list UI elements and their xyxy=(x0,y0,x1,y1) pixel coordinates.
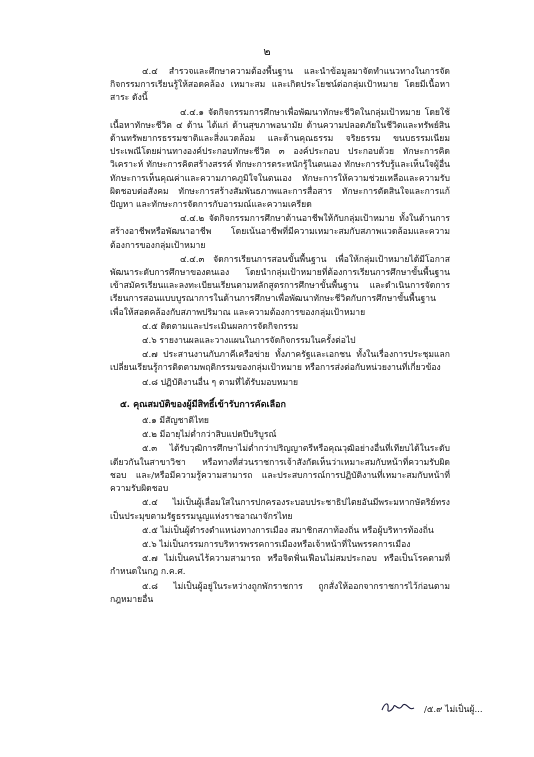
paragraph-4-4-3: ๔.๔.๓ จัดการเรียนการสอนขั้นพื้นฐาน เพื่อให้กลุ่มเป้าหมายได้มีโอกาสพัฒนาระดับการศึกษาของตนเอง โดยนำกลุ่มเป้าหมายที่ต้องการเรียนการศึกษาขั้นพื้นฐาน เข้าสมัครเรียนและลงทะเบียนเรียนตามหลักสูตรการศึกษาขั้นพื้นฐาน และดำเนินการจัดการเรียนการสอนแบบบูรณาการในด้านการศึกษาเพื่อพัฒนาทักษะชีวิตกับการศึกษาขั้นพื้นฐาน เพื่อให้สอดคล้องกับสภาพปริมาณ และความต้องการของกลุ่มเป้าหมาย xyxy=(110,254,450,318)
paragraph-4-4-2: ๔.๔.๒ จัดกิจกรรมการศึกษาด้านอาชีพให้กับกลุ่มเป้าหมาย ทั้งในด้านการสร้างอาชีพหรือพัฒนาอาชีพ โดยเน้นอาชีพที่มีความเหมาะสมกับสภาพแวดล้อมและความต้องการของกลุ่มเป้าหมาย xyxy=(110,214,450,251)
section-5-heading: ๕. คุณสมบัติของผู้มีสิทธิ์เข้ารับการคัดเลือก xyxy=(120,399,286,410)
signature-mark xyxy=(380,700,416,714)
item-5-5: ๕.๕ ไม่เป็นผู้ดำรงตำแหน่งทางการเมือง สมาชิกสภาท้องถิ่น หรือผู้บริหารท้องถิ่น xyxy=(142,525,434,536)
paragraph-4-4: ๔.๔ สำรวจและศึกษาความต้องพื้นฐาน และนำข้อมูลมาจัดทำแนวทางในการจัดกิจกรรมการเรียนรู้ให้สอดคล้อง เหมาะสม และเกิดประโยชน์ต่อกลุ่มเป้าหมาย โดยมีเนื้อหาสาระ ดังนี้ xyxy=(110,67,450,104)
item-5-6: ๕.๖ ไม่เป็นกรรมการบริหารพรรคการเมืองหรือเจ้าหน้าที่ในพรรคการเมือง xyxy=(142,539,411,550)
item-5-2: ๕.๒ มีอายุไม่ต่ำกว่าสิบแปดปีบริบูรณ์ xyxy=(142,430,277,441)
paragraph-4-5: ๔.๕ ติดตามและประเมินผลการจัดกิจกรรม xyxy=(142,321,299,332)
item-5-8: ๕.๘ ไม่เป็นผู้อยู่ในระหว่างถูกพักราชการ ถูกสั่งให้ออกจากราชการไว้ก่อนตามกฎหมายอื่น xyxy=(110,581,450,605)
item-5-3: ๕.๓ ได้รับวุฒิการศึกษาไม่ต่ำกว่าปริญญาตรีหรือคุณวุฒิอย่างอื่นที่เทียบได้ในระดับเดียวกันในสาขาวิชา หรือทางที่ส่วนราชการเจ้าสังกัดเห็นว่าเหมาะสมกับหน้าที่ความรับผิดชอบ และ/หรือมีความรู้ความสามารถ และประสบการณ์การปฏิบัติงานที่เหมาะสมกับหน้าที่ความรับผิดชอบ xyxy=(110,444,450,495)
paragraph-4-7: ๔.๗ ประสานงานกับภาคีเครือข่าย ทั้งภาครัฐและเอกชน ทั้งในเรื่องการประชุมแลกเปลี่ยนเรียนรู้การติดตามพฤติกรรมของกลุ่มเป้าหมาย หรือการส่งต่อกับหน่วยงานที่เกี่ยวข้อง xyxy=(110,350,450,374)
item-5-4: ๕.๔ ไม่เป็นผู้เลื่อมใสในการปกครองระบอบประชาธิปไตยอันมีพระมหากษัตริย์ทรงเป็นประมุขตามรัฐธรรมนูญแห่งราชอาณาจักรไทย xyxy=(110,498,450,522)
paragraph-4-8: ๔.๘ ปฏิบัติงานอื่น ๆ ตามที่ได้รับมอบหมาย xyxy=(142,377,299,388)
document-body xyxy=(110,66,450,608)
item-5-7: ๕.๗ ไม่เป็นคนไร้ความสามารถ หรือจิตฟั่นเฟือนไม่สมประกอบ หรือเป็นโรคตามที่กำหนดในกฎ ก.ค.ศ. xyxy=(110,554,450,578)
paragraph-4-6: ๔.๖ รายงานผลและวางแผนในการจัดกิจกรรมในครั้งต่อไป xyxy=(142,336,356,347)
continuation-note: /๕.๙ ไม่เป็นผู้... xyxy=(424,705,483,715)
paragraph-4-4-1: ๔.๔.๑ จัดกิจกรรมการศึกษาเพื่อพัฒนาทักษะชีวิตในกลุ่มเป้าหมาย โดยใช้เนื้อหาทักษะชีวิต ๔ ด้าน ได้แก่ ด้านสุขภาพอนามัย ด้านความปลอดภัยในชีวิตและทรัพย์สิน ด้านทรัพยากรธรรมชาติและสิ่งแวดล้อม และด้านคุณธรรม จริยธรรม ขนบธรรมเนียมประเพณีโดยผ่านทางองค์ประกอบทักษะชีวิต ๓ องค์ประกอบ ประกอบด้วย ทักษะการคิดวิเคราะห์ ทักษะการคิดสร้างสรรค์ ทักษะการตระหนักรู้ในตนเอง ทักษะการรับรู้และเห็นใจผู้อื่น ทักษะการเห็นคุณค่าและความภาคภูมิใจในตนเอง ทักษะการให้ความช่วยเหลือและความรับผิดชอบต่อสังคม ทักษะการสร้างสัมพันธภาพและการสื่อสาร ทักษะการตัดสินใจและการแก้ปัญหา และทักษะการจัดการกับอารมณ์และความเครียด xyxy=(110,107,450,211)
page-number: ๒ xyxy=(263,45,271,58)
item-5-1: ๕.๑ มีสัญชาติไทย xyxy=(142,416,209,427)
